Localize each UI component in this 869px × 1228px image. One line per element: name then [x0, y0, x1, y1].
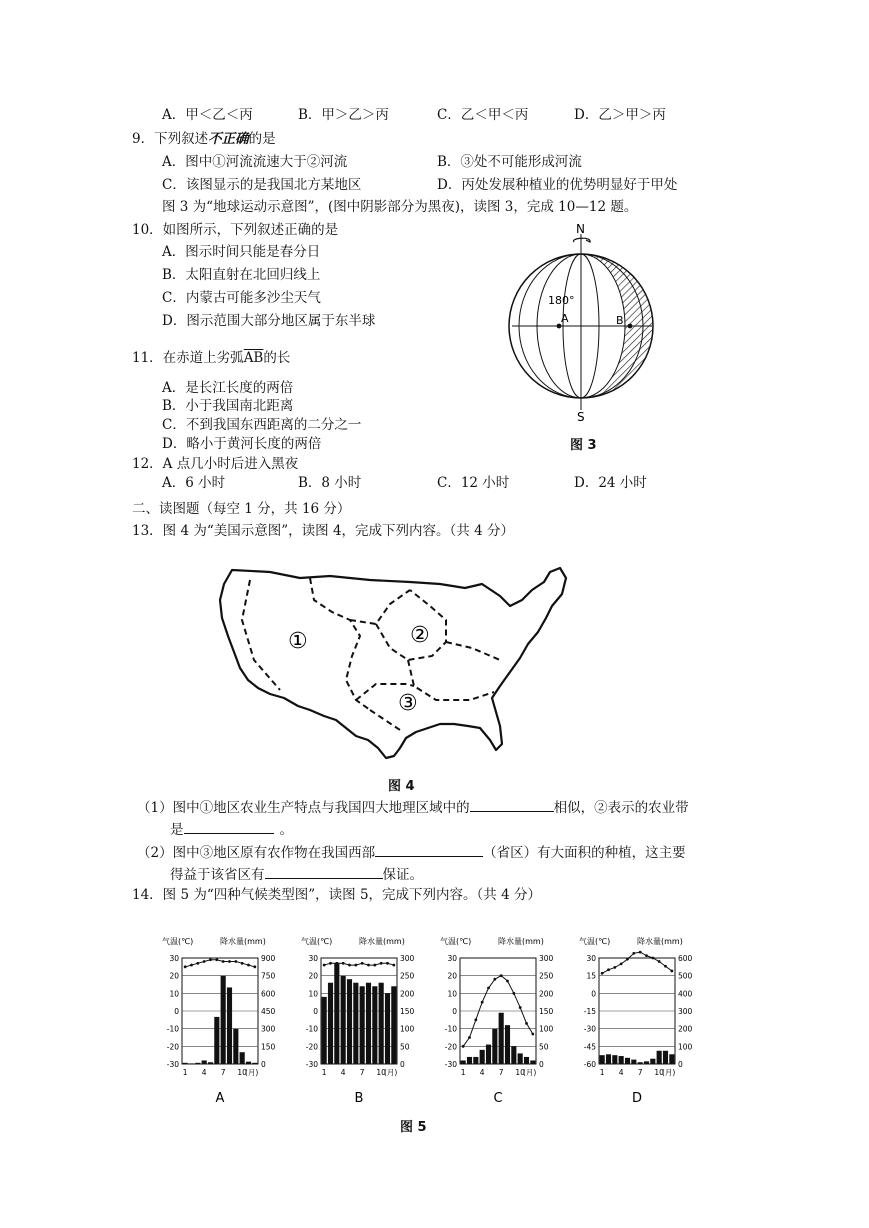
- q11-option-d: D．略小于黄河长度的两倍: [162, 436, 322, 452]
- temperature-point: [323, 964, 326, 967]
- chart-letter-label: A: [215, 1091, 225, 1106]
- temp-axis-title: 气温(℃): [162, 937, 194, 946]
- answer-blank-3[interactable]: [375, 842, 483, 857]
- precip-bar: [638, 1062, 643, 1064]
- month-tick-label: (月): [522, 1068, 537, 1077]
- precip-bar: [328, 983, 333, 1064]
- temperature-point: [626, 958, 629, 961]
- q14-stem: 14．图 5 为“四种气候类型图”，读图 5，完成下列内容。（共 4 分）: [132, 887, 541, 903]
- temperature-point: [386, 962, 389, 965]
- precip-bar: [657, 1051, 662, 1064]
- month-tick-label: 1: [460, 1068, 466, 1077]
- q11-option-c: C．不到我国东西距离的二分之一: [162, 417, 362, 433]
- temperature-point: [670, 970, 673, 973]
- precip-tick-label: 300: [261, 1024, 276, 1034]
- precip-tick-label: 100: [539, 1024, 554, 1034]
- precip-bar: [366, 983, 371, 1064]
- temperature-point: [329, 962, 332, 965]
- temperature-point: [241, 962, 244, 965]
- precip-bar: [202, 1060, 207, 1064]
- temperature-point: [658, 960, 661, 963]
- climate-chart-c: [438, 932, 566, 1107]
- temp-tick-label: -60: [583, 1060, 596, 1069]
- climate-chart-d: [577, 932, 705, 1107]
- region-boundaries: [242, 578, 500, 730]
- temp-axis-title: 气温(℃): [301, 937, 333, 946]
- q8-option-b: B．甲＞乙＞丙: [298, 107, 389, 123]
- precip-bar: [183, 1063, 188, 1064]
- precip-bar: [467, 1057, 472, 1064]
- precip-tick-label: 150: [400, 1007, 415, 1016]
- fig4-caption: 图 4: [388, 779, 415, 794]
- month-tick-label: 7: [220, 1068, 226, 1077]
- temperature-point: [373, 964, 376, 967]
- precip-tick-label: 100: [400, 1024, 415, 1034]
- precip-bar: [492, 1029, 497, 1064]
- precip-bar: [499, 1013, 504, 1064]
- temperature-point: [639, 951, 642, 954]
- q8-option-c: C．乙＜甲＜丙: [437, 107, 529, 123]
- q10-option-d: D．图示范围大部分地区属于东半球: [162, 313, 376, 329]
- precip-bar: [189, 1063, 194, 1064]
- temperature-point: [253, 965, 256, 968]
- precip-tick-label: 300: [539, 954, 554, 963]
- month-tick-label: 4: [618, 1068, 624, 1077]
- temperature-point: [506, 980, 509, 983]
- temperature-point: [196, 962, 199, 965]
- temperature-point: [348, 964, 351, 967]
- precip-tick-label: 600: [261, 989, 276, 999]
- temp-tick-label: -20: [444, 1042, 457, 1052]
- temperature-point: [190, 964, 193, 967]
- month-tick-label: 1: [182, 1068, 188, 1077]
- month-tick-label: 10: [515, 1068, 525, 1077]
- q11-stem: 11．在赤道上劣弧$\overline{AB}$的长: [132, 350, 291, 366]
- month-tick-label: 10: [237, 1068, 247, 1077]
- precip-tick-label: 0: [400, 1060, 405, 1069]
- month-tick-label: 4: [479, 1068, 485, 1077]
- chart-letter-label: D: [631, 1091, 643, 1106]
- answer-blank-2[interactable]: [184, 819, 274, 834]
- q10-option-b: B．太阳直射在北回归线上: [162, 267, 321, 283]
- precip-bar: [233, 1029, 238, 1064]
- q12-option-b: B．8 小时: [298, 475, 362, 491]
- climate-chart-b: [299, 932, 427, 1107]
- temperature-point: [512, 992, 515, 995]
- arc-ab-label: $\overline{AB}$: [243, 350, 264, 366]
- precip-tick-label: 50: [400, 1042, 410, 1052]
- precip-tick-label: 0: [539, 1060, 544, 1069]
- south-label: S: [577, 410, 585, 424]
- temperature-point: [184, 965, 187, 968]
- temp-tick-label: 30: [308, 954, 318, 963]
- temp-tick-label: -30: [305, 1060, 318, 1069]
- temperature-line: [602, 952, 672, 973]
- month-tick-label: 7: [637, 1068, 643, 1077]
- precip-bar: [461, 1060, 466, 1064]
- fig4-usa-map: [210, 560, 580, 765]
- precip-tick-label: 0: [261, 1060, 266, 1069]
- temp-tick-label: 30: [169, 954, 179, 963]
- point-b: [628, 324, 633, 329]
- q13-stem: 13．图 4 为“美国示意图”，读图 4，完成下列内容。（共 4 分）: [132, 523, 514, 539]
- temperature-point: [525, 1022, 528, 1025]
- temperature-point: [342, 962, 345, 965]
- temperature-point: [474, 1018, 477, 1021]
- month-tick-label: 4: [201, 1068, 207, 1077]
- month-tick-label: (月): [661, 1068, 676, 1077]
- temperature-point: [228, 960, 231, 963]
- precip-tick-label: 500: [678, 971, 693, 981]
- temperature-point: [620, 962, 623, 965]
- precip-axis-title: 降水量(mm): [637, 937, 683, 946]
- precip-bar: [625, 1058, 630, 1064]
- month-tick-label: 4: [340, 1068, 346, 1077]
- q12-option-a: A．6 小时: [162, 475, 226, 491]
- temperature-point: [367, 964, 370, 967]
- fig3-caption: 图 3: [570, 438, 597, 453]
- answer-blank-4[interactable]: [265, 864, 383, 879]
- precip-tick-label: 300: [678, 1007, 693, 1016]
- precip-tick-label: 750: [261, 971, 276, 981]
- precip-axis-title: 降水量(mm): [498, 937, 544, 946]
- temperature-point: [234, 960, 237, 963]
- precip-bar: [518, 1053, 523, 1064]
- temp-tick-label: 0: [591, 989, 596, 999]
- precip-tick-label: 250: [539, 971, 554, 981]
- temperature-point: [493, 978, 496, 981]
- temp-tick-label: 30: [586, 954, 596, 963]
- precip-tick-label: 900: [261, 954, 276, 963]
- temperature-point: [380, 962, 383, 965]
- month-tick-label: 10: [654, 1068, 664, 1077]
- temp-tick-label: -15: [583, 1007, 596, 1016]
- precip-tick-label: 150: [261, 1042, 276, 1052]
- q13-sub2-line2: 得益于该省区有 保证。: [170, 864, 423, 884]
- precip-bar: [600, 1055, 605, 1064]
- precip-tick-label: 250: [400, 971, 415, 981]
- precip-bar: [644, 1061, 649, 1064]
- precip-bar: [391, 986, 396, 1064]
- temperature-point: [462, 1045, 465, 1048]
- precip-tick-label: 300: [400, 954, 415, 963]
- rotation-arrow-icon: [574, 238, 591, 242]
- q12-option-c: C．12 小时: [437, 475, 510, 491]
- chart-letter-label: B: [354, 1091, 364, 1106]
- temp-tick-label: -10: [444, 1024, 457, 1034]
- precip-bar: [221, 976, 226, 1064]
- precip-tick-label: 200: [539, 989, 554, 999]
- precip-bar: [347, 979, 352, 1064]
- precip-bar: [486, 1045, 491, 1064]
- answer-blank-1[interactable]: [470, 797, 554, 812]
- temp-tick-label: 0: [313, 1007, 318, 1016]
- q11-option-a: A．是长江长度的两倍: [162, 380, 294, 396]
- q13-sub1-line1: （1）图中①地区农业生产特点与我国四大地理区域中的 相似，②表示的农业带: [137, 797, 689, 817]
- precip-bar: [619, 1056, 624, 1064]
- q10-stem: 10．如图所示，下列叙述正确的是: [132, 222, 339, 238]
- precip-bar: [473, 1057, 478, 1064]
- precip-bar: [252, 1063, 257, 1064]
- month-tick-label: (月): [244, 1068, 259, 1077]
- fig5-caption: 图 5: [400, 1120, 427, 1135]
- precip-bar: [606, 1054, 611, 1064]
- region-1-label: ①: [288, 629, 308, 654]
- month-tick-label: 1: [321, 1068, 327, 1077]
- temperature-line: [185, 960, 255, 967]
- precip-bar: [669, 1054, 674, 1064]
- precip-tick-label: 100: [678, 1042, 693, 1052]
- precip-bar: [322, 997, 327, 1064]
- point-a-label: A: [561, 312, 569, 325]
- precip-tick-label: 450: [261, 1007, 276, 1016]
- precip-tick-label: 200: [400, 989, 415, 999]
- temperature-point: [645, 954, 648, 957]
- precip-bar: [341, 976, 346, 1064]
- temp-tick-label: -30: [583, 1024, 596, 1034]
- q13-sub2-line1: （2）图中③地区原有农作物在我国西部 （省区）有大面积的种植，这主要: [137, 842, 686, 862]
- q8-option-a: A．甲＜乙＜丙: [162, 107, 253, 123]
- precip-bar: [195, 1063, 200, 1064]
- north-label: N: [576, 222, 585, 236]
- chart-letter-label: C: [493, 1091, 503, 1106]
- temperature-point: [651, 957, 654, 960]
- precip-bar: [246, 1062, 251, 1064]
- precip-tick-label: 50: [539, 1042, 549, 1052]
- usa-outline: [220, 568, 566, 758]
- month-tick-label: 10: [376, 1068, 386, 1077]
- temp-tick-label: 0: [452, 1007, 457, 1016]
- month-tick-label: 1: [599, 1068, 605, 1077]
- temperature-point: [531, 1033, 534, 1036]
- temperature-point: [361, 962, 364, 965]
- q10-option-a: A．图示时间只能是春分日: [162, 244, 321, 260]
- temp-tick-label: -45: [583, 1042, 596, 1052]
- fig3-intro: 图 3 为“地球运动示意图”，(图中阴影部分为黑夜)，读图 3，完成 10—12 题。: [162, 199, 638, 215]
- temperature-point: [335, 962, 338, 965]
- q12-stem: 12．A 点几小时后进入黑夜: [132, 456, 299, 472]
- fig5-climate-charts: [160, 932, 700, 1112]
- precip-tick-label: 200: [678, 1024, 693, 1034]
- precip-bar: [214, 1017, 219, 1064]
- temperature-point: [203, 960, 206, 963]
- month-tick-label: 7: [498, 1068, 504, 1077]
- temperature-point: [487, 987, 490, 990]
- q12-option-d: D．24 小时: [574, 475, 647, 491]
- temp-tick-label: 20: [169, 971, 179, 981]
- q9-option-c: C．该图显示的是我国北方某地区: [162, 177, 362, 193]
- q9-stem: 9．下列叙述不正确的是: [132, 131, 276, 147]
- temp-tick-label: -10: [166, 1024, 179, 1034]
- q10-option-c: C．内蒙古可能多沙尘天气: [162, 290, 321, 306]
- q8-option-d: D．乙＞甲＞丙: [574, 107, 666, 123]
- temperature-point: [247, 964, 250, 967]
- temperature-point: [468, 1036, 471, 1039]
- point-b-label: B: [616, 314, 624, 327]
- temp-tick-label: -10: [305, 1024, 318, 1034]
- precip-tick-label: 400: [678, 989, 693, 999]
- precip-axis-title: 降水量(mm): [220, 937, 266, 946]
- precip-bar: [511, 1046, 516, 1064]
- precip-bar: [227, 987, 232, 1064]
- precip-bar: [353, 983, 358, 1064]
- temperature-point: [392, 964, 395, 967]
- precip-bar: [240, 1052, 245, 1064]
- precip-bar: [208, 1062, 213, 1064]
- month-tick-label: 7: [359, 1068, 365, 1077]
- temperature-point: [613, 966, 616, 969]
- temperature-point: [607, 968, 610, 971]
- precip-bar: [530, 1060, 535, 1064]
- temperature-point: [222, 960, 225, 963]
- temperature-point: [481, 1001, 484, 1004]
- precip-bar: [379, 983, 384, 1064]
- precip-bar: [631, 1060, 636, 1064]
- temp-tick-label: -30: [444, 1060, 457, 1069]
- temp-tick-label: -20: [166, 1042, 179, 1052]
- precip-bar: [663, 1051, 668, 1064]
- temp-tick-label: 10: [308, 989, 318, 999]
- temperature-point: [601, 972, 604, 975]
- precip-tick-label: 150: [539, 1007, 554, 1016]
- precip-bar: [372, 986, 377, 1064]
- month-tick-label: (月): [383, 1068, 398, 1077]
- temp-tick-label: 20: [447, 971, 457, 981]
- temp-tick-label: -20: [305, 1042, 318, 1052]
- precip-bar: [524, 1057, 529, 1064]
- fig3-globe: [500, 220, 670, 430]
- temperature-point: [354, 964, 357, 967]
- temp-tick-label: 0: [174, 1007, 179, 1016]
- climate-chart-a: [160, 932, 288, 1107]
- q9-option-a: A．图中①河流流速大于②河流: [162, 154, 348, 170]
- temperature-point: [519, 1006, 522, 1009]
- temp-axis-title: 气温(℃): [579, 937, 611, 946]
- temp-tick-label: -30: [166, 1060, 179, 1069]
- section2-heading: 二、读图题（每空 1 分，共 16 分）: [132, 501, 351, 517]
- lon-label: 180°: [548, 294, 575, 307]
- q9-option-d: D．丙处发展种植业的优势明显好于甲处: [437, 177, 678, 193]
- precip-bar: [480, 1050, 485, 1064]
- region-3-label: ③: [398, 691, 418, 716]
- precip-bar: [650, 1059, 655, 1064]
- temperature-point: [215, 958, 218, 961]
- q11-option-b: B．小于我国南北距离: [162, 398, 294, 414]
- temperature-point: [664, 965, 667, 968]
- temperature-point: [632, 952, 635, 955]
- temp-tick-label: 15: [586, 971, 596, 981]
- q9-option-b: B．③处不可能形成河流: [437, 154, 582, 170]
- precip-bar: [334, 963, 339, 1064]
- temp-axis-title: 气温(℃): [440, 937, 472, 946]
- temp-tick-label: 20: [308, 971, 318, 981]
- precip-bar: [360, 986, 365, 1064]
- region-2-label: ②: [410, 623, 430, 648]
- precip-axis-title: 降水量(mm): [359, 937, 405, 946]
- q9-emphasis: 不正确: [208, 131, 249, 147]
- precip-bar: [385, 993, 390, 1064]
- precip-bar: [612, 1055, 617, 1064]
- precip-tick-label: 0: [678, 1060, 683, 1069]
- precip-tick-label: 600: [678, 954, 693, 963]
- precip-bar: [505, 1025, 510, 1064]
- temperature-point: [500, 974, 503, 977]
- temperature-point: [209, 958, 212, 961]
- temp-tick-label: 10: [447, 989, 457, 999]
- temp-tick-label: 30: [447, 954, 457, 963]
- temp-tick-label: 10: [169, 989, 179, 999]
- q13-sub1-line2: 是 。: [170, 819, 293, 839]
